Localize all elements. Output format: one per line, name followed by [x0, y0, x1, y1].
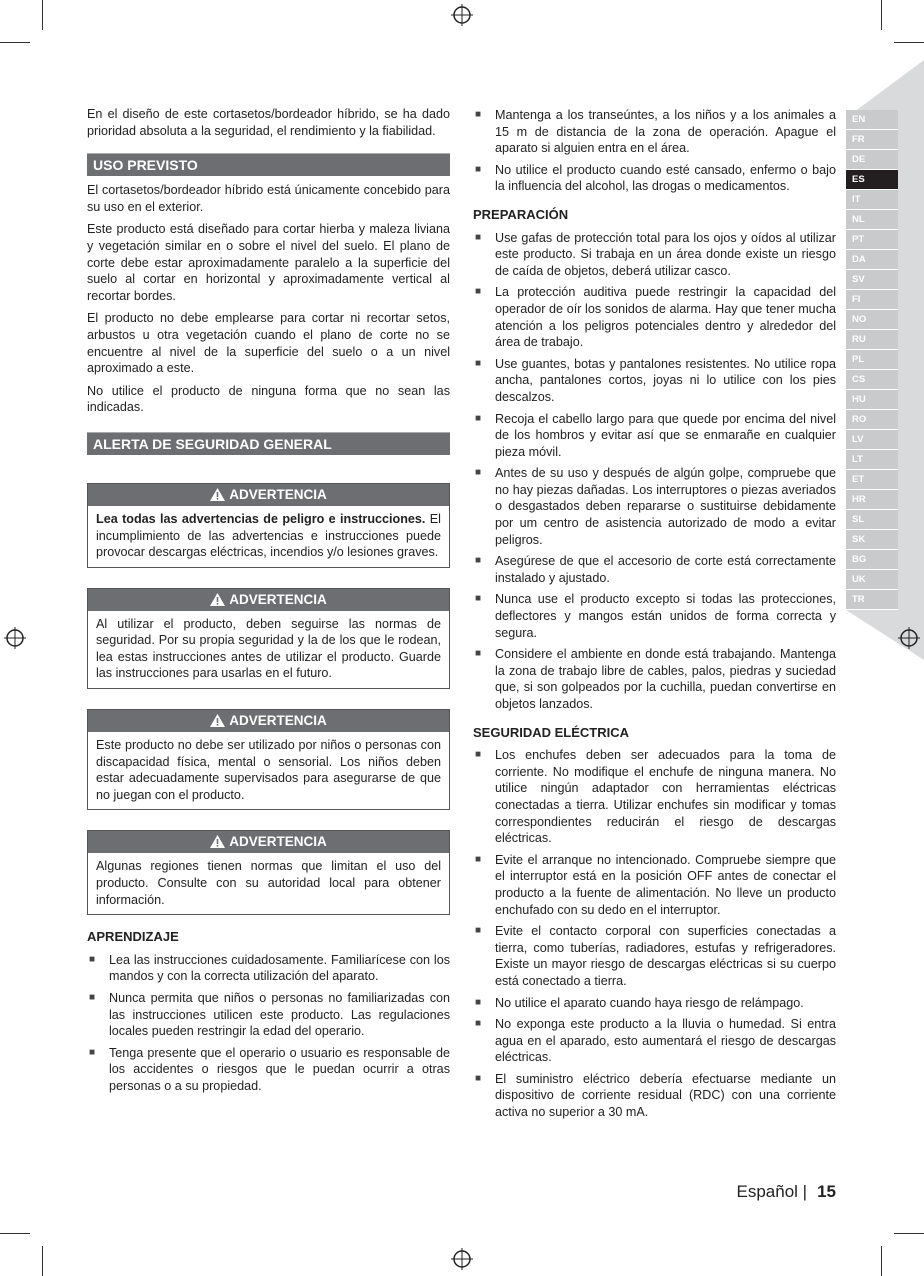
bullet-icon: ■ [475, 357, 482, 369]
language-tab[interactable]: NO [846, 310, 898, 330]
uso-paragraph: El producto no debe emplearse para cortar ni recortar setos, arbustos u otra vegetación cuando el plano de corte no se encuentre al nivel de la superficie del suelo o a un nivel aproximado a este. [87, 311, 450, 376]
list-item: ■ Tenga presente que el operario o usuario es responsable de los accidentes o riesgos que le puedan ocurrir a otras personas o a su propiedad. [89, 1045, 450, 1093]
warning-triangle-icon [210, 835, 225, 848]
page-number: 15 [817, 1182, 836, 1201]
left-column [87, 106, 450, 1103]
language-tab[interactable]: LT [846, 450, 898, 470]
language-tab[interactable]: LV [846, 430, 898, 450]
bullet-icon: ■ [475, 467, 482, 479]
registration-mark-icon [4, 627, 26, 649]
bullet-icon: ■ [89, 953, 96, 965]
list-item: ■ Use guantes, botas y pantalones resistentes. No utilice ropa ancha, pantalones cortos, joyas ni lo utilice con los pies descalzos. [475, 356, 836, 404]
list-preparacion [473, 230, 836, 713]
warning-body: Algunas regiones tienen normas que limitan el uso del producto. Consulte con su autoridad local para obtener información. [96, 859, 441, 907]
page-footer [737, 1182, 837, 1202]
list-item: ■ Asegúrese de que el accesorio de corte está correctamente instalado y ajustado. [475, 554, 836, 585]
heading-aprendizaje: APRENDIZAJE [87, 929, 179, 945]
list-item: ■ Lea las instrucciones cuidadosamente. Familiarícese con los mandos y con la correcta utilización del aparato. [89, 952, 450, 984]
list-item: ■ Evite el arranque no intencionado. Compruebe siempre que el interruptor está en la posición OFF antes de conectar el producto a la fuente de alimentación. No lleve un producto enchufado con su dedo en el interruptor. [475, 852, 836, 917]
language-tab[interactable]: RO [846, 410, 898, 430]
warning-box [87, 709, 450, 810]
list-item: ■ No utilice el aparato cuando haya riesgo de relámpago. [475, 995, 804, 1010]
list-item: ■ Los enchufes deben ser adecuados para la toma de corriente. No modifique el enchufe de ninguna manera. No utilice ningún adaptador con herramientas eléctricas conectadas a tierra. Utilizar enchufes sin modificar y tomas correspondientes reducirán el riesgo de descargas eléctricas. [475, 748, 836, 846]
language-tab[interactable]: FI [846, 290, 898, 310]
list-item: ■ Use gafas de protección total para los ojos y oídos al utilizar este producto. Si trabaja en un área donde existe un riesgo de caída de objetos, deberá utilizar casco. [475, 230, 836, 278]
warning-triangle-icon [210, 593, 225, 606]
language-tabs [846, 110, 898, 610]
warning-box [87, 830, 450, 915]
list-item: ■ El suministro eléctrico debería efectuarse mediante un dispositivo de corriente residual (RDC) con una corriente activa no superior a 30 mA. [475, 1071, 836, 1120]
list-item: ■ No exponga este producto a la lluvia o humedad. Si entra agua en el aparado, esto aumentará el riesgo de descargas eléctricas. [475, 1017, 836, 1065]
uso-paragraph: Este producto está diseñado para cortar hierba y maleza liviana y vegetación similar en o sobre el nivel del suelo. El plano de corte debe estar aproximadamente paralelo a la superficie del suelo al cortar en horizontal y aproximadamente vertical al recortar bordes. [87, 222, 450, 303]
right-column [473, 107, 836, 1129]
warning-triangle-icon [210, 714, 225, 727]
language-tab[interactable]: DA [846, 250, 898, 270]
list-aprendizaje [87, 952, 450, 1095]
language-tab[interactable]: TR [846, 590, 898, 610]
warning-title: ADVERTENCIA [229, 486, 327, 502]
bullet-icon: ■ [89, 1046, 96, 1058]
warning-title: ADVERTENCIA [229, 834, 327, 850]
warning-box [87, 588, 450, 689]
bullet-icon: ■ [475, 286, 482, 298]
warning-box [87, 483, 450, 568]
list-item: ■ Nunca permita que niños o personas no familiarizadas con las instrucciones utilicen este producto. Las regulaciones locales pueden restringir la edad del operario. [89, 991, 450, 1039]
bullet-icon: ■ [475, 109, 482, 120]
bullet-icon: ■ [475, 749, 482, 761]
language-tab[interactable]: IT [846, 190, 898, 210]
list-electrica [473, 747, 836, 1120]
language-tab[interactable]: RU [846, 330, 898, 350]
list-item: ■ Considere el ambiente en donde está trabajando. Mantenga la zona de trabajo libre de cables, palos, piedras y suciedad que, si son golpeados por la cuchilla, puedan convertirse en objetos lanzados. [475, 647, 836, 711]
footer-language-label: Español | [736, 1182, 808, 1201]
warning-body: Al utilizar el producto, deben seguirse las normas de seguridad. Por su propia seguridad y la de los que le rodean, lea estas instrucciones antes de utilizar el producto. Guarde las instrucciones para usarlas en el futuro. [96, 616, 441, 681]
heading-preparacion: PREPARACIÓN [473, 206, 569, 222]
bullet-icon: ■ [475, 648, 482, 660]
bullet-icon: ■ [475, 853, 482, 865]
intro-paragraph: En el diseño de este cortasetos/bordeador híbrido, se ha dado prioridad absoluta a la seguridad, el rendimiento y la fiabilidad. [87, 107, 450, 138]
warning-title: ADVERTENCIA [229, 591, 327, 607]
language-tab[interactable]: PL [846, 350, 898, 370]
language-tab[interactable]: HR [846, 490, 898, 510]
warning-body: Este producto no debe ser utilizado por niños o personas con discapacidad física, mental o sensorial. Los niños deben estar adecuadamente supervisados para asegurarse de que no juegan con el producto. [96, 738, 441, 802]
uso-paragraph: El cortasetos/bordeador híbrido está únicamente concebido para su uso en el exterior. [87, 183, 450, 214]
language-tab[interactable]: CS [846, 370, 898, 390]
list-item: ■ La protección auditiva puede restringir la capacidad del operador de oír los sonidos de alarma. Hay que tener mucha atención a los peligros potenciales dentro y alrededor del área de trabajo. [475, 285, 836, 350]
bullet-icon: ■ [475, 1072, 482, 1084]
list-item: ■ Mantenga a los transeúntes, a los niños y a los animales a 15 m de distancia de la zona de operación. Apague el aparato si alguien entra en el área. [475, 108, 836, 156]
warning-text: El incumplimiento de las advertencias e instrucciones puede provocar descargas eléctricas, incendios y/o lesiones graves. [96, 511, 441, 560]
warning-header [88, 831, 449, 853]
language-tab[interactable]: HU [846, 390, 898, 410]
language-tab-active[interactable]: ES [846, 170, 898, 190]
language-tab[interactable]: SL [846, 510, 898, 530]
language-tab[interactable]: UK [846, 570, 898, 590]
bullet-icon: ■ [475, 1018, 482, 1030]
language-tab[interactable]: NL [846, 210, 898, 230]
list-item: ■ Recoja el cabello largo para que quede por encima del nivel de los hombros y evitar así que se enmarañe en cualquier pieza móvil. [475, 411, 836, 459]
bullet-icon: ■ [475, 412, 482, 424]
language-tab[interactable]: PT [846, 230, 898, 250]
warning-header [88, 484, 449, 506]
registration-mark-icon [451, 1248, 473, 1270]
warning-bold-text: Lea todas las advertencias de peligro e instrucciones. [96, 511, 426, 526]
section-band-alerta: ALERTA DE SEGURIDAD GENERAL [87, 432, 450, 455]
language-tab[interactable]: SK [846, 530, 898, 550]
language-tab[interactable]: ET [846, 470, 898, 490]
bullet-icon: ■ [475, 593, 482, 605]
list-item: ■ Nunca use el producto excepto si todas las protecciones, deflectores y mangos están unidos de forma correcta y segura. [475, 592, 836, 640]
registration-mark-icon [898, 627, 920, 649]
list-general [473, 107, 836, 195]
list-item: ■ No utilice el producto cuando esté cansado, enfermo o bajo la influencia del alcohol, las drogas o medicamentos. [475, 162, 836, 194]
warning-body [88, 506, 449, 567]
language-tab[interactable]: EN [846, 110, 898, 130]
bullet-icon: ■ [475, 996, 482, 1008]
warning-title: ADVERTENCIA [229, 713, 327, 729]
heading-seguridad-electrica: SEGURIDAD ELÉCTRICA [473, 724, 630, 740]
language-tab[interactable]: FR [846, 130, 898, 150]
warning-triangle-icon [210, 488, 225, 501]
uso-paragraph: No utilice el producto de ninguna forma que no sean las indicadas. [87, 383, 450, 415]
bullet-icon: ■ [475, 555, 482, 567]
list-item: ■ Antes de su uso y después de algún golpe, compruebe que no hay piezas dañadas. Los interruptores o piezas averiados o desgastados deben repararse o sustituirse debidamente por um centro de asistencia autorizado de modo a evitar peligros. [475, 466, 836, 547]
bullet-icon: ■ [475, 163, 482, 175]
language-tab[interactable]: DE [846, 150, 898, 170]
warning-header [88, 589, 449, 611]
bullet-icon: ■ [475, 925, 482, 937]
language-tab[interactable]: BG [846, 550, 898, 570]
bullet-icon: ■ [475, 231, 482, 243]
registration-mark-icon [451, 4, 473, 26]
language-tab[interactable]: SV [846, 270, 898, 290]
bullet-icon: ■ [89, 992, 96, 1003]
section-band-uso-previsto: USO PREVISTO [87, 153, 450, 176]
list-item: ■ Evite el contacto corporal con superficies conectadas a tierra, como tuberías, radiadores, estufas y refrigeradores. Existe un mayor riesgo de descargas eléctricas si su cuerpo está conectado a tierra. [475, 924, 836, 988]
warning-header [88, 710, 449, 732]
